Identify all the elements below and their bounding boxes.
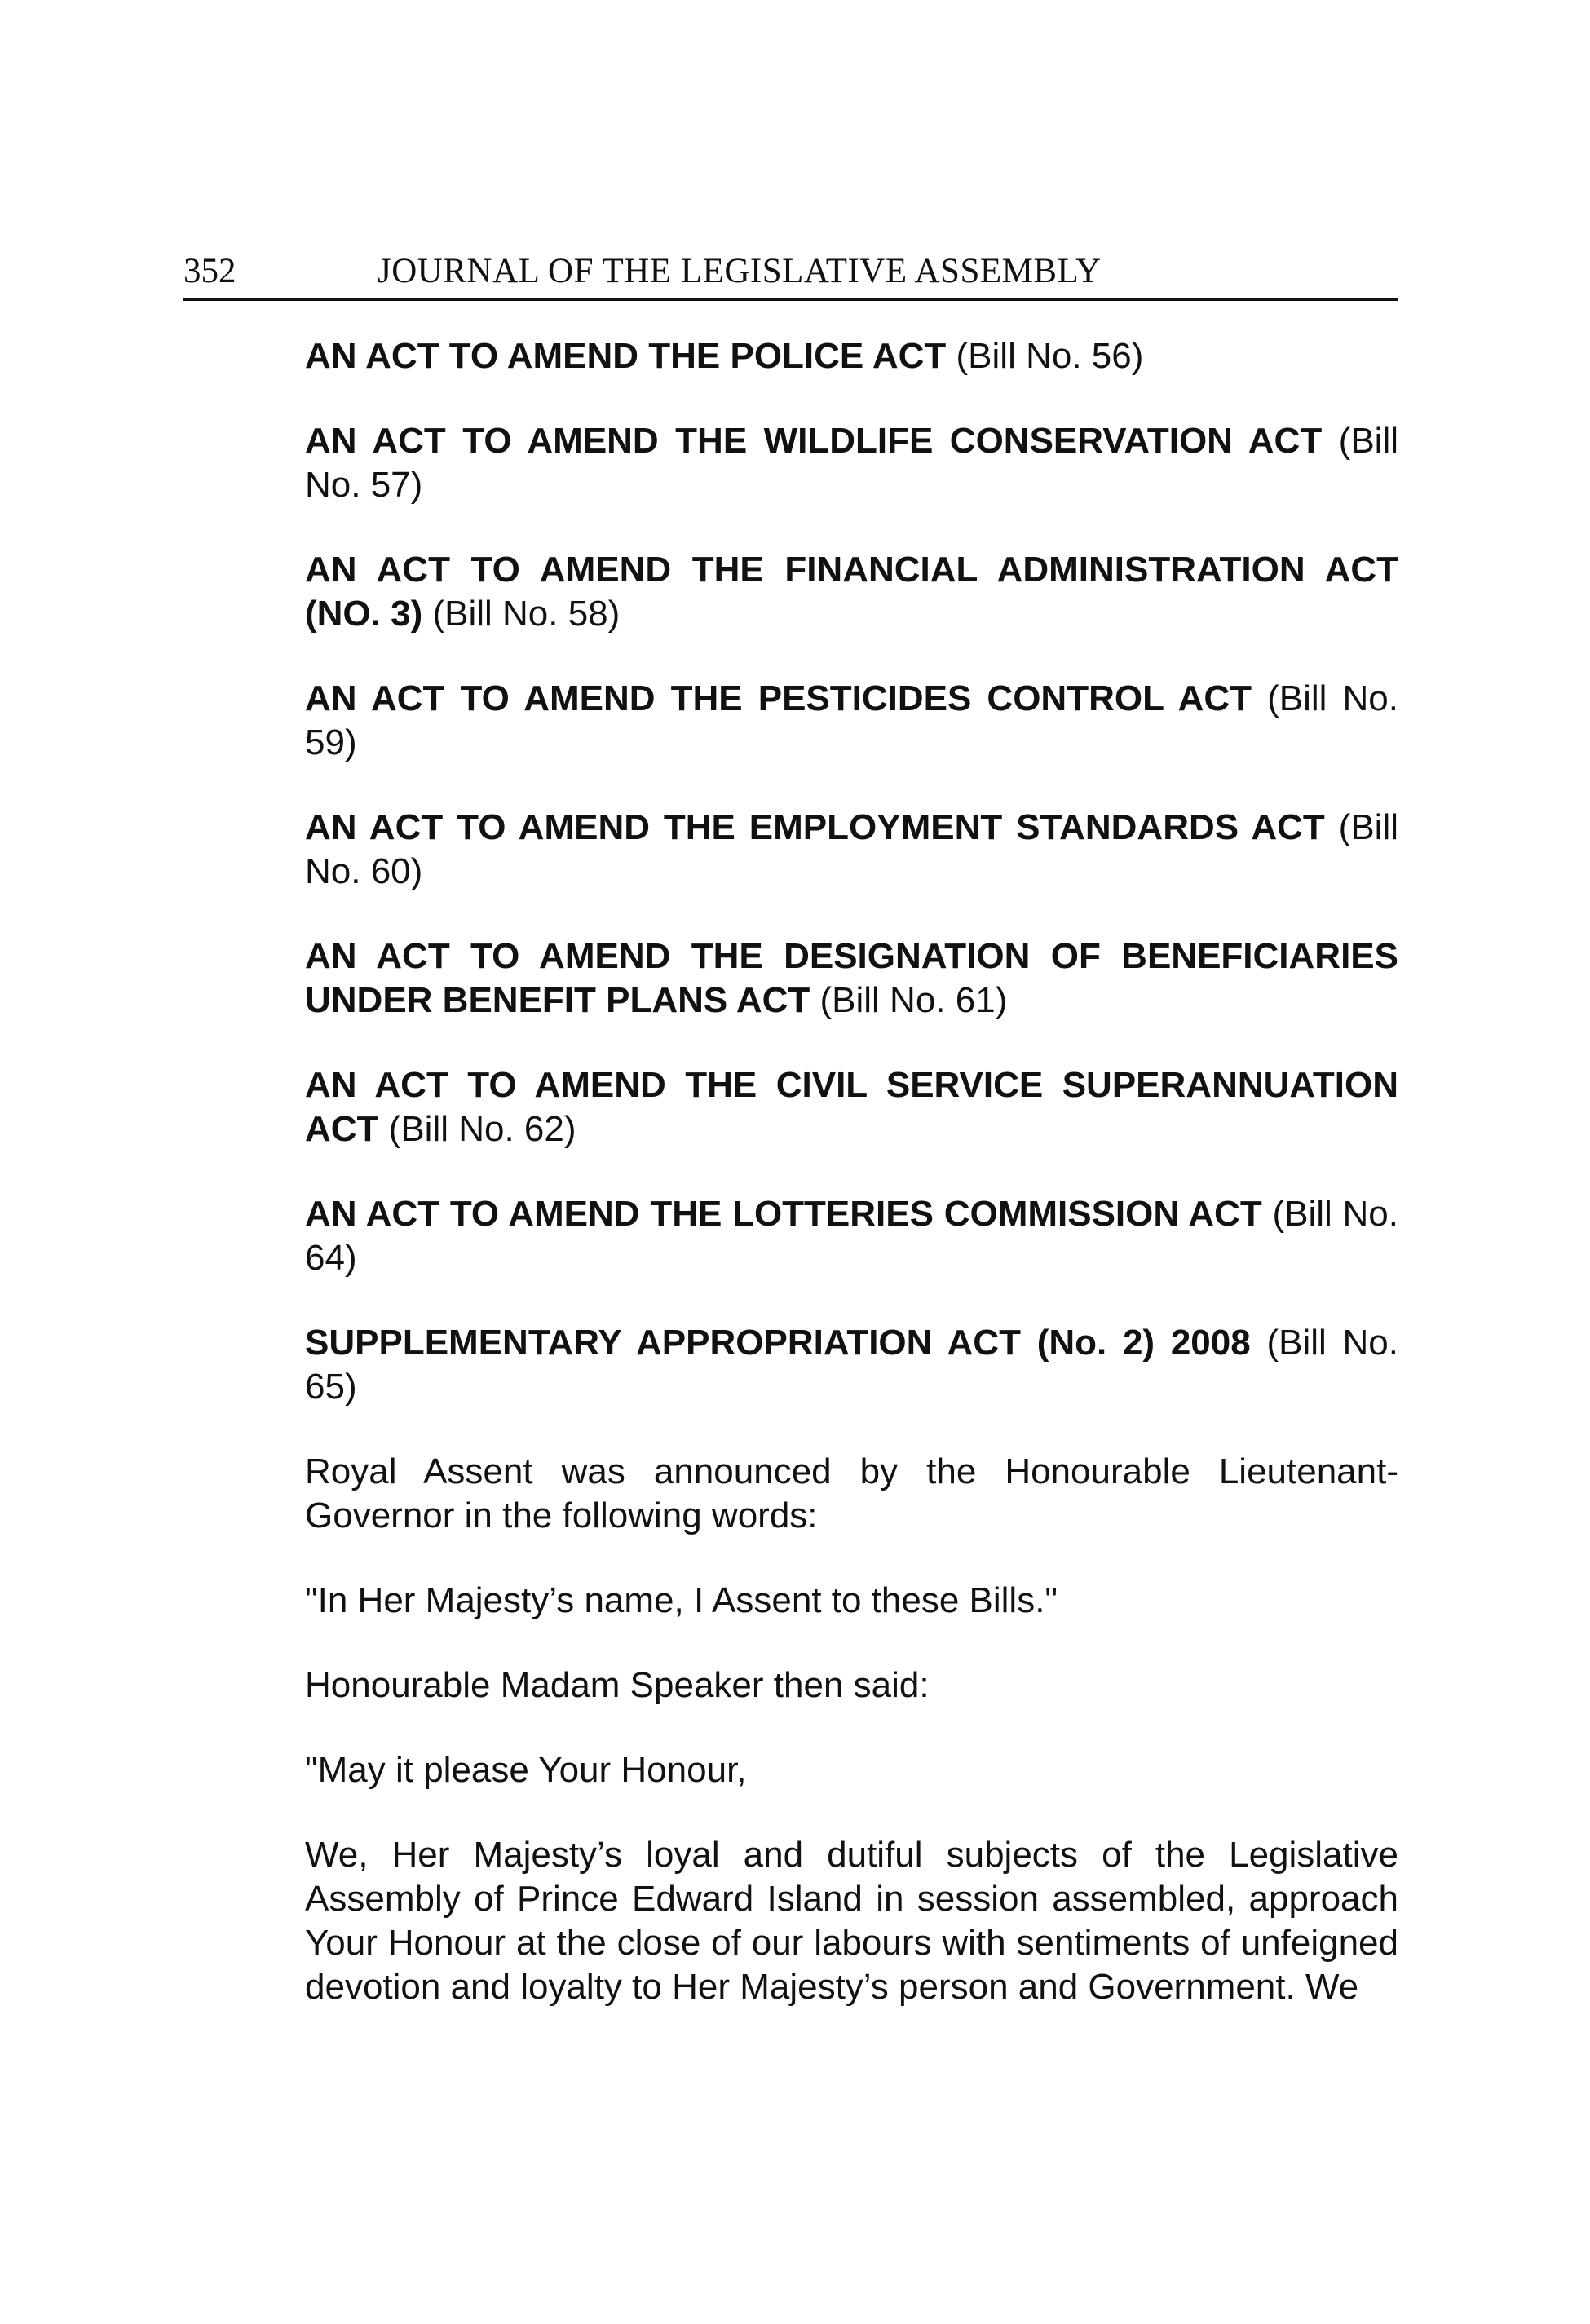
bill-title: AN ACT TO AMEND THE WILDLIFE CONSERVATION ACT <box>305 421 1323 461</box>
bill-number: (Bill No. 60) <box>305 807 1398 891</box>
bill-title: AN ACT TO AMEND THE CIVIL SERVICE SUPERANNUATION ACT <box>305 1065 1398 1149</box>
address-body: We, Her Majesty’s loyal and dutiful subjects of the Legislative Assembly of Prince Edward Island in session assembled, approach Your Honour at the close of our labours with sentiments of unfeigned devotion and loyalty to Her Majesty’s person and Government. We <box>305 1835 1398 2007</box>
bill-number: (Bill No. 59) <box>305 678 1398 762</box>
bill-title: AN ACT TO AMEND THE LOTTERIES COMMISSION ACT <box>305 1194 1262 1234</box>
bill-number: (Bill No. 64) <box>305 1194 1398 1278</box>
bill-entry <box>305 419 1398 507</box>
bill-entry <box>305 548 1398 636</box>
bill-title: AN ACT TO AMEND THE PESTICIDES CONTROL ACT <box>305 678 1252 718</box>
speaker-statement: Honourable Madam Speaker then said: <box>305 1665 930 1705</box>
bill-number: (Bill No. 62) <box>388 1109 576 1149</box>
journal-body <box>305 334 1398 2050</box>
bill-title: AN ACT TO AMEND THE POLICE ACT <box>305 336 947 376</box>
bill-entry <box>305 934 1398 1023</box>
bill-entry <box>305 806 1398 894</box>
assent-quote: "In Her Majesty’s name, I Assent to these Bills." <box>305 1580 1058 1620</box>
bill-entry <box>305 334 1398 378</box>
bill-entry <box>305 1321 1398 1409</box>
page-number: 352 <box>183 252 236 290</box>
bill-entry <box>305 677 1398 765</box>
bill-entry <box>305 1192 1398 1280</box>
bill-title: SUPPLEMENTARY APPROPRIATION ACT (No. 2) 2008 <box>305 1323 1251 1363</box>
bill-title: AN ACT TO AMEND THE DESIGNATION OF BENEFICIARIES UNDER BENEFIT PLANS ACT <box>305 936 1398 1020</box>
bill-title: AN ACT TO AMEND THE FINANCIAL ADMINISTRATION ACT (NO. 3) <box>305 550 1398 634</box>
royal-assent-paragraph: Royal Assent was announced by the Honourable Lieutenant-Governor in the following words: <box>305 1451 1398 1535</box>
address-opening: "May it please Your Honour, <box>305 1750 747 1790</box>
bill-number: (Bill No. 58) <box>432 594 621 634</box>
bill-number: (Bill No. 57) <box>305 421 1398 505</box>
bill-entry <box>305 1063 1398 1151</box>
bill-title: AN ACT TO AMEND THE EMPLOYMENT STANDARDS ACT <box>305 807 1325 847</box>
bill-number: (Bill No. 61) <box>819 980 1008 1020</box>
running-title: JOURNAL OF THE LEGISLATIVE ASSEMBLY <box>378 252 1102 290</box>
bill-number: (Bill No. 56) <box>956 336 1144 376</box>
bill-number: (Bill No. 65) <box>305 1323 1399 1407</box>
page-header <box>183 245 1398 301</box>
